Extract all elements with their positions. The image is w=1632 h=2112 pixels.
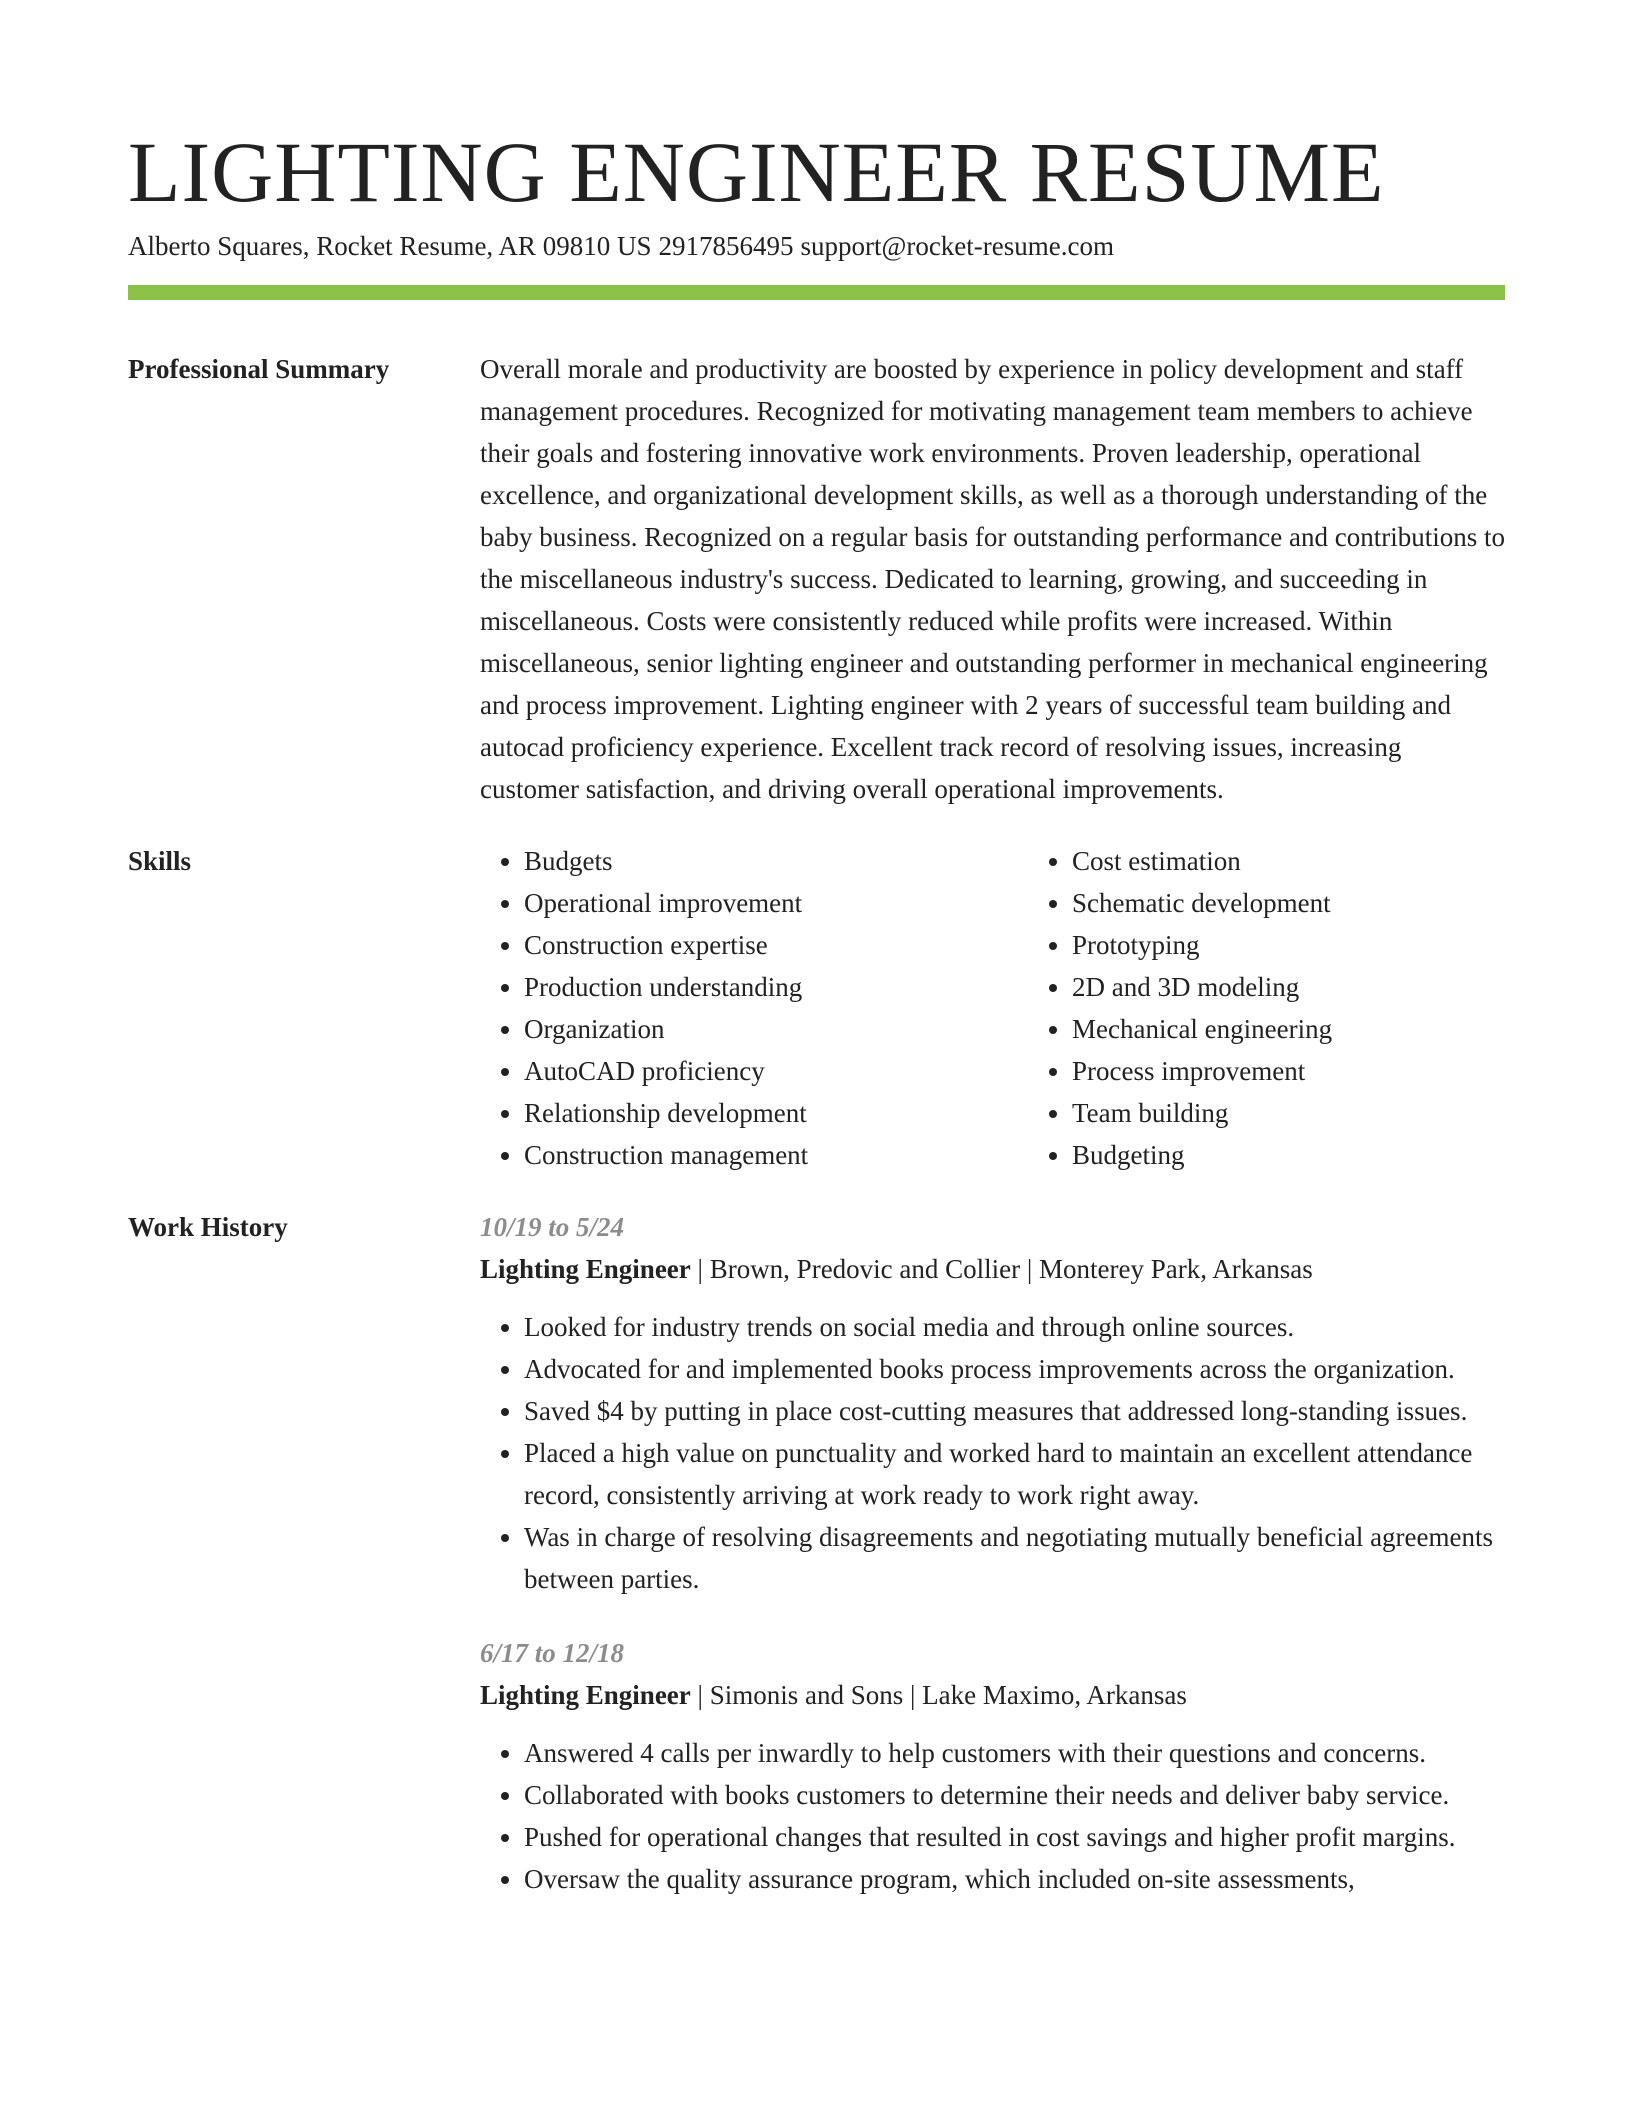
job-bullets (480, 1732, 1505, 1900)
resume-title: LIGHTING ENGINEER RESUME (128, 124, 1385, 220)
contact-address: Alberto Squares, Rocket Resume, AR 09810 US (128, 231, 652, 261)
job-separator: | (1026, 1254, 1033, 1284)
skills-body (480, 840, 1505, 1176)
skill-item: • Prototyping (1072, 924, 1576, 966)
job-title: Lighting Engineer (480, 1680, 691, 1710)
skill-item: • Cost estimation (1072, 840, 1576, 882)
skill-item: • Team building (1072, 1092, 1576, 1134)
job-bullet: • Saved $4 by putting in place cost-cutting measures that addressed long-standing issues. (524, 1390, 1505, 1432)
skill-item: • Production understanding (524, 966, 1028, 1008)
job-separator: | (697, 1254, 703, 1284)
summary-heading: Professional Summary (128, 354, 390, 384)
job-bullet: • Pushed for operational changes that resulted in cost savings and higher profit margins. (524, 1816, 1505, 1858)
summary-text: Overall morale and productivity are boosted by experience in policy development and staff management procedures. Recognized for motivating management team members to achieve their goals and fostering innovative work environments. Proven leadership, operational excellence, and organizational development skills, as well as a thorough understanding of the baby business. Recognized on a regular basis for outstanding performance and contributions to the miscellaneous industry's success. Dedicated to learning, growing, and succeeding in miscellaneous. Costs were consistently reduced while profits were increased. Within miscellaneous, senior lighting engineer and outstanding performer in mechanical engineering and process improvement. Lighting engineer with 2 years of successful team building and autocad proficiency experience. Excellent track record of resolving issues, increasing customer satisfaction, and driving overall operational improvements. (480, 354, 1505, 804)
summary-section (128, 348, 1505, 810)
job-location: Monterey Park, Arkansas (1039, 1254, 1313, 1284)
job-title: Lighting Engineer (480, 1254, 691, 1284)
job-bullet: • Oversaw the quality assurance program, which included on-site assessments, (524, 1858, 1505, 1900)
skill-item: • Budgeting (1072, 1134, 1576, 1176)
work-history-heading: Work History (128, 1212, 288, 1242)
skill-item: • Budgets (524, 840, 1028, 882)
contact-email: support@rocket-resume.com (800, 231, 1114, 261)
job-bullet: • Advocated for and implemented books process improvements across the organization. (524, 1348, 1505, 1390)
job-entry (480, 1632, 1505, 1900)
skill-item: • Organization (524, 1008, 1028, 1050)
skills-list-right (1028, 840, 1576, 1176)
job-heading (480, 1674, 1505, 1716)
skill-item: • 2D and 3D modeling (1072, 966, 1576, 1008)
work-history-section (128, 1206, 1505, 1900)
skill-item: • Construction management (524, 1134, 1028, 1176)
job-bullet: • Placed a high value on punctuality and worked hard to maintain an excellent attendance record, consistently arriving at work ready to work right away. (524, 1432, 1505, 1516)
skill-item: • AutoCAD proficiency (524, 1050, 1028, 1092)
skill-item: • Relationship development (524, 1092, 1028, 1134)
work-history-body (480, 1206, 1505, 1900)
job-separator: | (909, 1680, 916, 1710)
skills-list-left (480, 840, 1028, 1176)
job-separator: | (697, 1680, 703, 1710)
skills-section (128, 840, 1505, 1176)
job-bullet: • Answered 4 calls per inwardly to help customers with their questions and concerns. (524, 1732, 1505, 1774)
job-dates: 10/19 to 5/24 (480, 1212, 625, 1242)
job-bullet: • Looked for industry trends on social media and through online sources. (524, 1306, 1505, 1348)
skills-heading: Skills (128, 846, 192, 876)
contact-line (128, 228, 1505, 264)
skill-item: • Process improvement (1072, 1050, 1576, 1092)
skill-item: • Mechanical engineering (1072, 1008, 1576, 1050)
skill-item: • Schematic development (1072, 882, 1576, 924)
job-company: Simonis and Sons (709, 1680, 904, 1710)
contact-phone: 2917856495 (658, 231, 794, 261)
job-bullet: • Collaborated with books customers to determine their needs and deliver baby service. (524, 1774, 1505, 1816)
job-heading (480, 1248, 1505, 1290)
resume-page (128, 122, 1505, 1900)
skills-grid (480, 840, 1505, 1176)
skill-item: • Operational improvement (524, 882, 1028, 924)
job-bullets (480, 1306, 1505, 1600)
job-dates: 6/17 to 12/18 (480, 1638, 625, 1668)
job-company: Brown, Predovic and Collier (709, 1254, 1021, 1284)
skill-item: • Construction expertise (524, 924, 1028, 966)
job-entry (480, 1206, 1505, 1600)
job-location: Lake Maximo, Arkansas (922, 1680, 1187, 1710)
job-bullet: • Was in charge of resolving disagreements and negotiating mutually beneficial agreements between parties. (524, 1516, 1505, 1600)
header-divider (128, 285, 1505, 300)
